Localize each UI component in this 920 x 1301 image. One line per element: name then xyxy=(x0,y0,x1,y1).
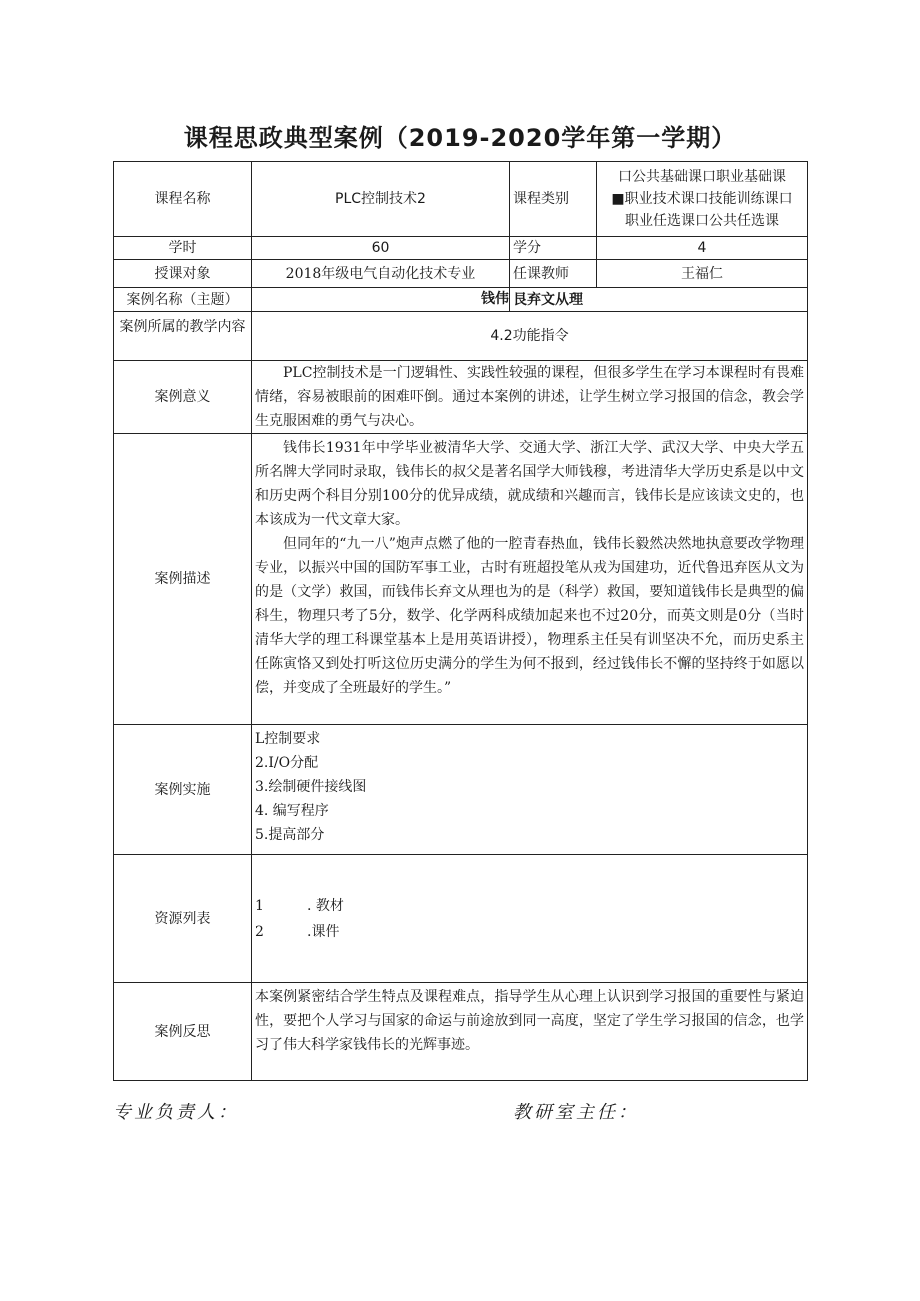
implementation-item: 4. 编写程序 xyxy=(255,803,329,819)
meaning-text: PLC控制技术是一门逻辑性、实践性较强的课程，但很多学生在学习本课程时有畏难情绪，容易被眼前的困难吓倒。通过本案例的讲述，让学生树立学习报国的信念，教会学生克服困难的勇气与决心。 xyxy=(255,365,804,429)
description-label: 案例描述 xyxy=(114,434,252,725)
hours-label: 学时 xyxy=(114,237,252,260)
content-value: 4.2功能指令 xyxy=(252,312,808,361)
course-type-line: 口公共基础课口职业基础课 xyxy=(618,169,786,185)
row-description xyxy=(114,434,808,725)
description-value xyxy=(252,434,808,725)
resource-text: . 教材 xyxy=(307,897,344,914)
resources-label: 资源列表 xyxy=(114,855,252,983)
resource-item xyxy=(255,919,804,945)
row-case-name xyxy=(114,288,808,312)
row-content xyxy=(114,312,808,361)
meaning-label: 案例意义 xyxy=(114,361,252,434)
reflection-text: 本案例紧密结合学生特点及课程难点，指导学生从心理上认识到学习报国的重要性与紧迫性，要把个人学习与国家的命运与前途放到同一高度，坚定了学生学习报国的信念，也学习了伟大科学家钱伟长的光辉事迹。 xyxy=(255,989,804,1053)
course-name-value: PLC控制技术2 xyxy=(252,162,510,237)
case-form-table xyxy=(113,161,808,1081)
target-value: 2018年级电气自动化技术专业 xyxy=(252,260,510,288)
reflection-label: 案例反思 xyxy=(114,983,252,1081)
row-meaning xyxy=(114,361,808,434)
row-hours xyxy=(114,237,808,260)
credits-label: 学分 xyxy=(510,237,597,260)
teacher-value: 王福仁 xyxy=(597,260,808,288)
row-course-name xyxy=(114,162,808,237)
implementation-item: 5.提高部分 xyxy=(255,827,325,843)
case-name-part: 钱伟 xyxy=(481,291,509,307)
implementation-label: 案例实施 xyxy=(114,725,252,855)
case-name-value-right: 艮弃文从理 xyxy=(510,288,808,312)
meaning-value xyxy=(252,361,808,434)
reflection-value xyxy=(252,983,808,1081)
resource-item xyxy=(255,893,804,919)
section-head-signature: 教研室主任： xyxy=(513,1102,639,1123)
description-paragraph-2: 但同年的“九一八”炮声点燃了他的一腔青春热血，钱伟长毅然决然地执意要改学物理专业，以振兴中国的国防军事工业，古时有班超投笔从戎为国建功，近代鲁迅弃医从文为的是（文学）救国，而钱伟长弃文从理也为的是（科学）救国，要知道钱伟长是典型的偏科生，物理只考了5分，数学、化学两科成绩加起来也不过20分，而英文则是0分（当时清华大学的理工科课堂基本上是用英语讲授），物理系主任吴有训坚决不允，而历史系主任陈寅恪又到处打听这位历史满分的学生为何不报到，经过钱伟长不懈的坚持终于如愿以偿，并变成了全班最好的学生。” xyxy=(255,536,804,696)
resource-number: 1 xyxy=(255,897,264,914)
implementation-item: 2.I/O分配 xyxy=(255,755,319,771)
course-name-label: 课程名称 xyxy=(114,162,252,237)
content-label: 案例所属的教学内容 xyxy=(114,312,252,361)
implementation-value xyxy=(252,725,808,855)
description-paragraph-1: 钱伟长1931年中学毕业被清华大学、交通大学、浙江大学、武汉大学、中央大学五所名牌大学同时录取，钱伟长的叔父是著名国学大师钱穆，考进清华大学历史系是以中文和历史两个科目分别100分的优异成绩，就成绩和兴趣而言，钱伟长是应该读文史的，也本该成为一代文章大家。 xyxy=(255,440,804,528)
implementation-item: L控制要求 xyxy=(255,731,321,747)
course-type-label: 课程类别 xyxy=(510,162,597,237)
credits-value: 4 xyxy=(597,237,808,260)
major-head-signature: 专业负责人： xyxy=(113,1102,239,1123)
row-target xyxy=(114,260,808,288)
row-reflection xyxy=(114,983,808,1081)
teacher-label: 任课教师 xyxy=(510,260,597,288)
resources-value xyxy=(252,855,808,983)
implementation-item: 3.绘制硬件接线图 xyxy=(255,779,367,795)
course-type-line: ■职业技术课口技能训练课口 xyxy=(611,191,793,207)
page-title: 课程思政典型案例（2019-2020学年第一学期） xyxy=(183,124,737,152)
course-type-value xyxy=(597,162,808,237)
course-type-line: 职业任选课口公共任选课 xyxy=(625,213,779,229)
hours-value: 60 xyxy=(252,237,510,260)
row-implementation xyxy=(114,725,808,855)
case-name-label: 案例名称（主题） xyxy=(114,288,252,312)
target-label: 授课对象 xyxy=(114,260,252,288)
case-name-value-left xyxy=(252,288,510,312)
resource-text: .课件 xyxy=(307,923,340,940)
row-resources xyxy=(114,855,808,983)
resource-number: 2 xyxy=(255,923,264,940)
